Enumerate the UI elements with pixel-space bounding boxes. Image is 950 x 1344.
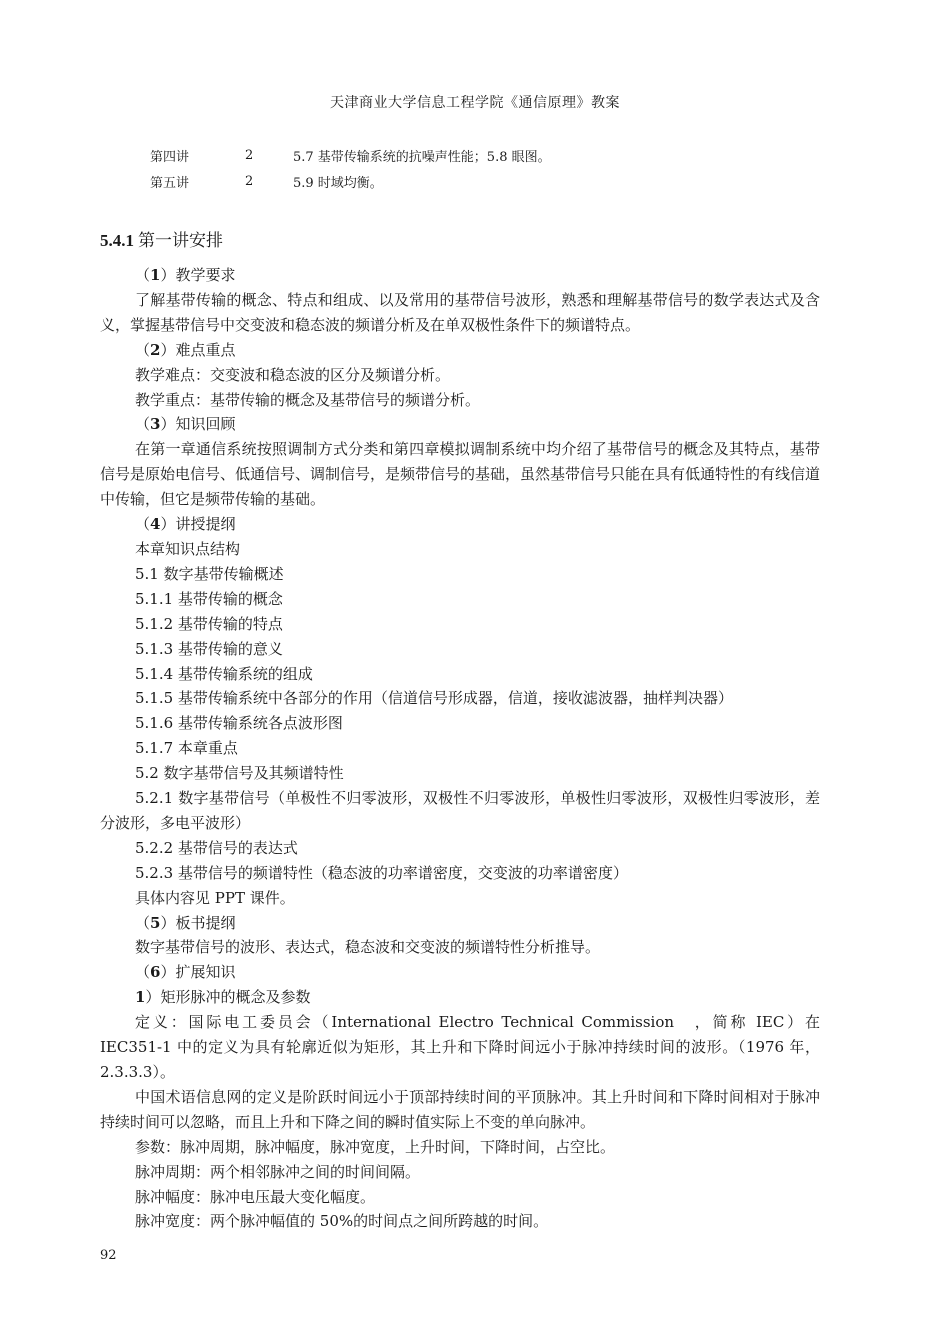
paragraph: 定义：国际电工委员会（International Electro Technical Commission ，简称 IEC）在 IEC351-1 中的定义为具有轮廓近似为矩形，其上升和下降时间远小于脉冲持续时间的波形。（1976 年，2.3.3.3）。	[100, 1013, 820, 1081]
outline-item: 具体内容见 PPT 课件。	[135, 888, 295, 907]
outline-item: 5.2.2 基带信号的表达式	[135, 838, 298, 857]
page-number: 92	[100, 1248, 117, 1263]
section-title	[100, 226, 223, 251]
outline-item: 5.1.5 基带传输系统中各部分的作用（信道信号形成器，信道，接收滤波器，抽样判决器）	[135, 689, 733, 708]
paragraph: 脉冲幅度：脉冲电压最大变化幅度。	[135, 1187, 376, 1206]
paragraph: 数字基带信号的波形、表达式，稳态波和交变波的频谱特性分析推导。	[135, 938, 601, 957]
subheading-outline: （4）讲授提纲	[135, 515, 236, 534]
page-header: 天津商业大学信息工程学院《通信原理》教案	[330, 95, 620, 111]
outline-item: 5.1 数字基带传输概述	[135, 564, 284, 583]
paragraph: 参数：脉冲周期，脉冲幅度，脉冲宽度，上升时间，下降时间，占空比。	[135, 1137, 616, 1156]
outline-item: 5.1.1 基带传输的概念	[135, 589, 283, 608]
lecture-name: 第五讲	[150, 175, 190, 191]
paragraph: 脉冲周期：两个相邻脉冲之间的时间间隔。	[135, 1162, 421, 1181]
subheading-review: （3）知识回顾	[135, 415, 236, 434]
subheading-board-outline: （5）板书提纲	[135, 913, 236, 932]
sub-subheading: 1）矩形脉冲的概念及参数	[135, 988, 311, 1007]
paragraph: 中国术语信息网的定义是阶跃时间远小于顶部持续时间的平顶脉冲。其上升时间和下降时间相对于脉冲持续时间可以忽略，而且上升和下降之间的瞬时值实际上不变的单向脉冲。	[100, 1087, 820, 1131]
paragraph: 教学难点：交变波和稳态波的区分及频谱分析。	[135, 365, 451, 384]
outline-item: 5.1.6 基带传输系统各点波形图	[135, 714, 343, 733]
lecture-name: 第四讲	[150, 149, 190, 165]
lecture-content: 5.9 时域均衡。	[293, 175, 383, 191]
paragraph: 在第一章通信系统按照调制方式分类和第四章模拟调制系统中均介绍了基带信号的概念及其特点，基带信号是原始电信号、低通信号、调制信号，是频带信号的基础，虽然基带信号只能在具有低通特性的有线信道中传输，但它是频带传输的基础。	[100, 440, 821, 509]
lecture-content: 5.7 基带传输系统的抗噪声性能；5.8 眼图。	[293, 149, 551, 165]
subheading-key-points: （2）难点重点	[135, 340, 236, 359]
outline-item: 5.1.7 本章重点	[135, 739, 238, 758]
paragraph: 教学重点：基带传输的概念及基带信号的频谱分析。	[135, 390, 481, 409]
subheading-extended-knowledge: （6）扩展知识	[135, 963, 236, 982]
paragraph: 了解基带传输的概念、特点和组成、以及常用的基带信号波形，熟悉和理解基带信号的数学表达式及含义，掌握基带信号中交变波和稳态波的频谱分析及在单双极性条件下的频谱特点。	[100, 290, 820, 334]
lecture-schedule	[150, 142, 551, 194]
schedule-row	[150, 168, 551, 194]
schedule-row	[150, 142, 551, 168]
outline-item: 5.2.3 基带信号的频谱特性（稳态波的功率谱密度，交变波的功率谱密度）	[135, 863, 628, 882]
outline-item: 5.2 数字基带信号及其频谱特性	[135, 764, 344, 783]
subheading-teaching-requirements: （1）教学要求	[135, 266, 236, 284]
section-number: 5.4.1	[100, 231, 134, 250]
section-title-text: 第一讲安排	[138, 231, 223, 251]
body-text	[100, 263, 820, 1234]
lecture-hours: 2	[245, 173, 254, 189]
outline-item: 5.2.1 数字基带信号（单极性不归零波形，双极性不归零波形，单极性归零波形，双极性归零波形，差分波形，多电平波形）	[100, 789, 820, 832]
lecture-hours: 2	[245, 147, 254, 163]
outline-item: 5.1.4 基带传输系统的组成	[135, 664, 313, 683]
outline-item: 5.1.2 基带传输的特点	[135, 614, 283, 633]
outline-item: 本章知识点结构	[135, 539, 241, 558]
outline-item: 5.1.3 基带传输的意义	[135, 639, 283, 658]
paragraph: 脉冲宽度：两个脉冲幅值的 50%的时间点之间所跨越的时间。	[135, 1212, 549, 1231]
